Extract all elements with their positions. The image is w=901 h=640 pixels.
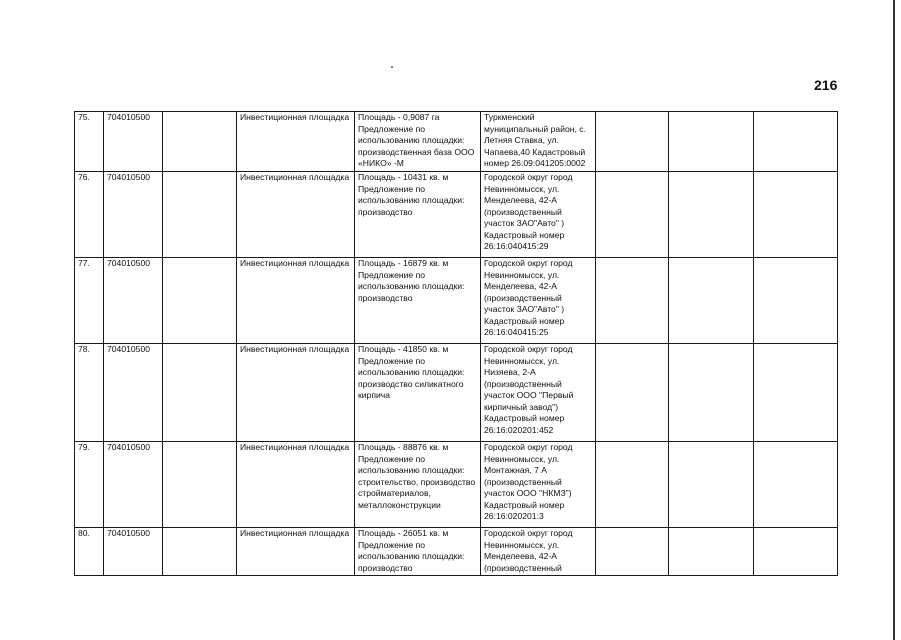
scan-edge-line	[893, 0, 895, 640]
table-row	[75, 528, 838, 576]
row-empty-cell	[163, 112, 237, 172]
row-location: Городской округ город Невинномысск, ул. Менделеева, 42-А (производственный участок ЗАО"Авто" ) Кадастровый номер 26:16:040415:29	[481, 172, 596, 258]
row-type: Инвестиционная площадка	[237, 258, 355, 344]
row-empty-cell	[163, 344, 237, 442]
page-number: 216	[814, 77, 838, 93]
row-code: 704010500	[104, 112, 163, 172]
table-row	[75, 172, 838, 258]
table-row	[75, 258, 838, 344]
row-number: 78.	[75, 344, 104, 442]
row-location: Городской округ город Невинномысск, ул. Монтажная, 7 А (производственный участок ООО "НКМЗ") Кадастровый номер 26:16:020201:3	[481, 442, 596, 528]
row-number: 76.	[75, 172, 104, 258]
table-row	[75, 344, 838, 442]
row-empty-cell	[596, 112, 669, 172]
row-empty-cell	[163, 258, 237, 344]
row-code: 704010500	[104, 528, 163, 576]
row-number: 75.	[75, 112, 104, 172]
row-empty-cell	[163, 442, 237, 528]
row-empty-cell	[163, 172, 237, 258]
row-empty-cell	[754, 258, 838, 344]
row-empty-cell	[754, 344, 838, 442]
row-empty-cell	[754, 172, 838, 258]
row-empty-cell	[754, 528, 838, 576]
row-number: 79.	[75, 442, 104, 528]
row-empty-cell	[669, 528, 754, 576]
row-empty-cell	[596, 344, 669, 442]
row-location: Городской округ город Невинномысск, ул. Низяева, 2-А (производственный участок ООО "Первый кирпичный завод") Кадастровый номер 26:16:020201:452	[481, 344, 596, 442]
row-code: 704010500	[104, 344, 163, 442]
scan-dot	[391, 66, 393, 68]
row-area-proposal: Площадь - 16879 кв. м Предложение по использованию площадки: производство	[355, 258, 481, 344]
row-empty-cell	[669, 344, 754, 442]
row-area-proposal: Площадь - 41850 кв. м Предложение по использованию площадки: производство силикатного кирпича	[355, 344, 481, 442]
row-location: Городской округ город Невинномысск, ул. Менделеева, 42-А (производственный участок ЗАО"Авто" ) Кадастровый номер 26:16:040415:25	[481, 258, 596, 344]
row-type: Инвестиционная площадка	[237, 442, 355, 528]
row-type: Инвестиционная площадка	[237, 112, 355, 172]
row-empty-cell	[596, 258, 669, 344]
row-empty-cell	[596, 172, 669, 258]
register-table	[74, 111, 838, 576]
row-empty-cell	[669, 172, 754, 258]
row-type: Инвестиционная площадка	[237, 344, 355, 442]
row-empty-cell	[754, 112, 838, 172]
row-empty-cell	[596, 442, 669, 528]
row-empty-cell	[669, 258, 754, 344]
row-type: Инвестиционная площадка	[237, 528, 355, 576]
row-number: 77.	[75, 258, 104, 344]
row-empty-cell	[669, 112, 754, 172]
row-number: 80.	[75, 528, 104, 576]
row-code: 704010500	[104, 172, 163, 258]
row-type: Инвестиционная площадка	[237, 172, 355, 258]
row-area-proposal: Площадь - 88876 кв. м Предложение по использованию площадки: строительство, производство стройматериалов, металлоконструкции	[355, 442, 481, 528]
row-code: 704010500	[104, 258, 163, 344]
row-empty-cell	[754, 442, 838, 528]
row-location: Городской округ город Невинномысск, ул. Менделеева, 42-А (производственный	[481, 528, 596, 576]
row-empty-cell	[669, 442, 754, 528]
row-location: Туркменский муниципальный район, с. Летняя Ставка, ул. Чапаева,40 Кадастровый номер 26:09:041205:0002	[481, 112, 596, 172]
row-area-proposal: Площадь - 0,9087 га Предложение по использованию площадки: производственная база ООО «НИКО» -М	[355, 112, 481, 172]
table-row	[75, 112, 838, 172]
row-code: 704010500	[104, 442, 163, 528]
row-empty-cell	[163, 528, 237, 576]
table-row	[75, 442, 838, 528]
row-area-proposal: Площадь - 10431 кв. м Предложение по использованию площадки: производство	[355, 172, 481, 258]
row-empty-cell	[596, 528, 669, 576]
row-area-proposal: Площадь - 26051 кв. м Предложение по использованию площадки: производство	[355, 528, 481, 576]
